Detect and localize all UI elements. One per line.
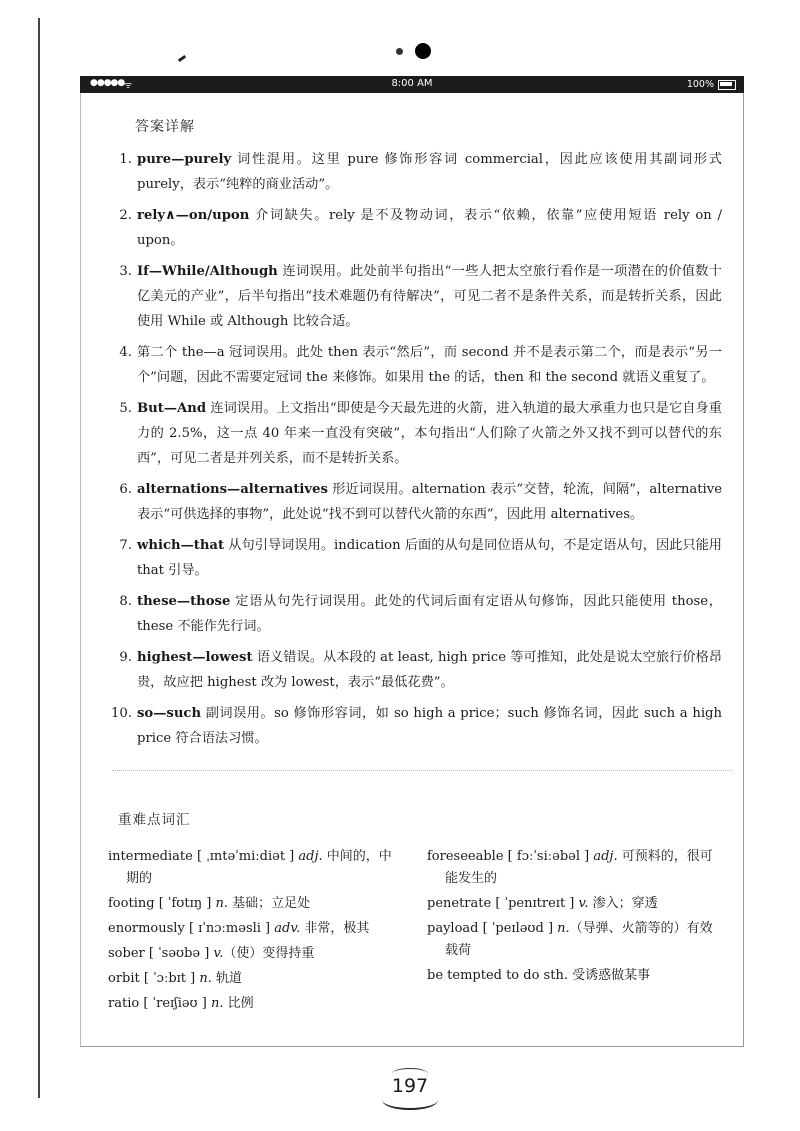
answer-item xyxy=(110,701,722,751)
answer-explanation: 第二个 the—a 冠词误用。此处 then 表示“然后”，而 second 并不是表示第二个，而是表示“另一个”问题，因此不需要定冠词 the 来修饰。如果用 the 的话，then 和 the second 就语义重复了。 xyxy=(137,345,722,385)
vocab-entry xyxy=(108,893,408,915)
scan-dot-large xyxy=(415,43,431,59)
section-divider xyxy=(112,770,732,771)
scan-dot-small xyxy=(396,48,403,55)
vocab-word: be tempted to do sth. xyxy=(427,968,568,983)
answer-item xyxy=(110,340,722,390)
answer-explanation: 定语从句先行词误用。此处的代词后面有定语从句修饰，因此只能使用 those，these 不能作先行词。 xyxy=(137,594,722,634)
battery-icon xyxy=(718,80,736,90)
vocab-meaning: 可预料的，很可 xyxy=(617,849,713,864)
vocab-phonetic: [ ˈpeɪləʊd ] xyxy=(482,921,554,936)
vocab-meaning: （导弹、火箭等的）有效 xyxy=(569,921,713,936)
vocab-entry xyxy=(427,893,727,915)
vocab-word: foreseeable xyxy=(427,849,504,864)
vocab-meaning: 非常，极其 xyxy=(300,921,370,936)
vocab-meaning-continued: 能发生的 xyxy=(445,871,498,886)
answer-item xyxy=(110,259,722,334)
vocab-meaning: 比例 xyxy=(223,996,254,1011)
vocab-entry xyxy=(427,918,727,962)
vocab-part-of-speech: n. xyxy=(199,971,212,986)
answer-correction: so—such xyxy=(137,706,202,721)
vocab-word: intermediate xyxy=(108,849,193,864)
answer-item xyxy=(110,147,722,197)
vocab-meaning: 受诱惑做某事 xyxy=(567,968,651,983)
vocab-part-of-speech: adv. xyxy=(274,921,301,936)
answer-explanation: 介词缺失。rely 是不及物动词，表示“依赖，依靠”应使用短语 rely on / upon。 xyxy=(137,208,722,248)
vocab-entry xyxy=(108,846,408,890)
wifi-icon: ᯤ xyxy=(124,81,133,91)
answer-item xyxy=(110,477,722,527)
answer-number: 4. xyxy=(119,345,132,360)
vocab-meaning-continued: 期的 xyxy=(126,871,153,886)
vocab-word: orbit xyxy=(108,971,140,986)
margin-rule xyxy=(38,18,40,1098)
answer-number: 9. xyxy=(119,650,132,665)
answer-item xyxy=(110,203,722,253)
answer-number: 3. xyxy=(119,264,132,279)
answer-correction: which—that xyxy=(137,538,225,553)
vocab-part-of-speech: n. xyxy=(215,896,228,911)
vocab-part-of-speech: n. xyxy=(210,996,224,1011)
vocab-word: ratio xyxy=(108,996,140,1011)
vocab-part-of-speech: v. xyxy=(578,896,589,911)
vocab-phonetic: [ ˈreɪʃiəʊ ] xyxy=(143,996,207,1011)
answer-explanation: 连词误用。上文指出“即使是今天最先进的火箭，进入轨道的最大承重力也只是它自身重力的 2.5%，这一点 40 年来一直没有突破”，本句指出“人们除了火箭之外又找不到可以替代的东西”，可见二者是并列关系，而不是转折关系。 xyxy=(137,401,722,466)
vocab-phonetic: [ ˈpenɪtreɪt ] xyxy=(495,896,575,911)
vocab-section-title: 重难点词汇 xyxy=(118,812,191,828)
vocab-part-of-speech: n. xyxy=(557,921,570,936)
vocab-column-right xyxy=(427,846,727,990)
vocab-word: payload xyxy=(427,921,479,936)
vocab-word: footing xyxy=(108,896,155,911)
vocab-word: sober xyxy=(108,946,145,961)
answer-correction: If—While/Although xyxy=(137,264,278,279)
answer-correction: these—those xyxy=(137,594,231,609)
vocab-part-of-speech: v. xyxy=(213,946,224,961)
vocab-meaning-continued: 载荷 xyxy=(445,943,472,958)
vocab-part-of-speech: adj. xyxy=(298,849,323,864)
status-bar xyxy=(80,76,744,93)
answer-number: 7. xyxy=(119,538,132,553)
answer-explanation: 词性混用。这里 pure 修饰形容词 commercial，因此应该使用其副词形式 purely，表示“纯粹的商业活动”。 xyxy=(137,152,722,192)
vocab-meaning: 基础；立足处 xyxy=(227,896,311,911)
vocab-entry xyxy=(108,993,408,1015)
vocab-entry xyxy=(108,968,408,990)
answer-number: 6. xyxy=(119,482,132,497)
answer-number: 1. xyxy=(119,152,132,167)
vocab-phonetic: [ fɔːˈsiːəbəl ] xyxy=(507,849,590,864)
answer-item xyxy=(110,533,722,583)
vocab-entry xyxy=(108,918,408,940)
vocab-phonetic: [ ˈsəʊbə ] xyxy=(148,946,210,961)
answer-explanation: 语义错误。从本段的 at least, high price 等可推知，此处是说太空旅行价格昂贵，故应把 highest 改为 lowest，表示“最低花费”。 xyxy=(137,650,722,690)
answer-item xyxy=(110,589,722,639)
answer-item xyxy=(110,645,722,695)
vocab-phonetic: [ ˌɪntəˈmiːdiət ] xyxy=(196,849,295,864)
vocab-phonetic: [ ˈfʊtɪŋ ] xyxy=(158,896,212,911)
vocab-column-left xyxy=(108,846,408,1018)
answer-correction: But—And xyxy=(137,401,207,416)
signal-icon: ●●●●● xyxy=(90,78,125,88)
page-number: 197 xyxy=(391,1075,429,1097)
vocab-entry xyxy=(427,965,727,987)
answer-number: 2. xyxy=(119,208,132,223)
vocab-word: penetrate xyxy=(427,896,492,911)
status-time: 8:00 AM xyxy=(391,78,433,89)
answer-number: 10. xyxy=(111,706,132,721)
vocab-phonetic: [ ɪˈnɔːməsli ] xyxy=(188,921,271,936)
answer-number: 5. xyxy=(119,401,132,416)
answer-correction: highest—lowest xyxy=(137,650,253,665)
vocab-meaning: 中间的，中 xyxy=(322,849,392,864)
answer-correction: rely∧—on/upon xyxy=(137,208,250,223)
vocab-word: enormously xyxy=(108,921,185,936)
answer-correction: pure—purely xyxy=(137,152,232,167)
answer-explanation: 连词误用。此处前半句指出“一些人把太空旅行看作是一项潜在的价值数十亿美元的产业”，后半句指出“技术难题仍有待解决”，可见二者不是条件关系，而是转折关系，因此使用 While 或 Although 比较合适。 xyxy=(137,264,722,329)
vocab-meaning: 渗入；穿透 xyxy=(588,896,658,911)
answer-number: 8. xyxy=(119,594,132,609)
vocab-meaning: 轨道 xyxy=(211,971,243,986)
answer-list xyxy=(110,147,722,757)
battery-percent: 100% xyxy=(686,79,714,90)
vocab-phonetic: [ ˈɔːbɪt ] xyxy=(143,971,196,986)
vocab-entry xyxy=(427,846,727,890)
vocab-entry xyxy=(108,943,408,965)
answer-explanation: 形近词误用。alternation 表示“交替，轮流，间隔”，alternative 表示“可供选择的事物”，此处说“找不到可以替代火箭的东西”，因此用 alternatives。 xyxy=(137,482,722,522)
answer-correction: alternations—alternatives xyxy=(137,482,328,497)
answer-explanation: 从句引导词误用。indication 后面的从句是同位语从句，不是定语从句，因此只能用 that 引导。 xyxy=(137,538,722,578)
answer-explanation: 副词误用。so 修饰形容词，如 so high a price；such 修饰名词，因此 such a high price 符合语法习惯。 xyxy=(137,706,722,746)
vocab-part-of-speech: adj. xyxy=(593,849,618,864)
answer-item xyxy=(110,396,722,471)
vocab-meaning: （使）变得持重 xyxy=(223,946,315,961)
scan-mark xyxy=(178,55,186,62)
page-number-arc-bottom xyxy=(382,1090,438,1110)
answer-section-title: 答案详解 xyxy=(135,119,195,135)
